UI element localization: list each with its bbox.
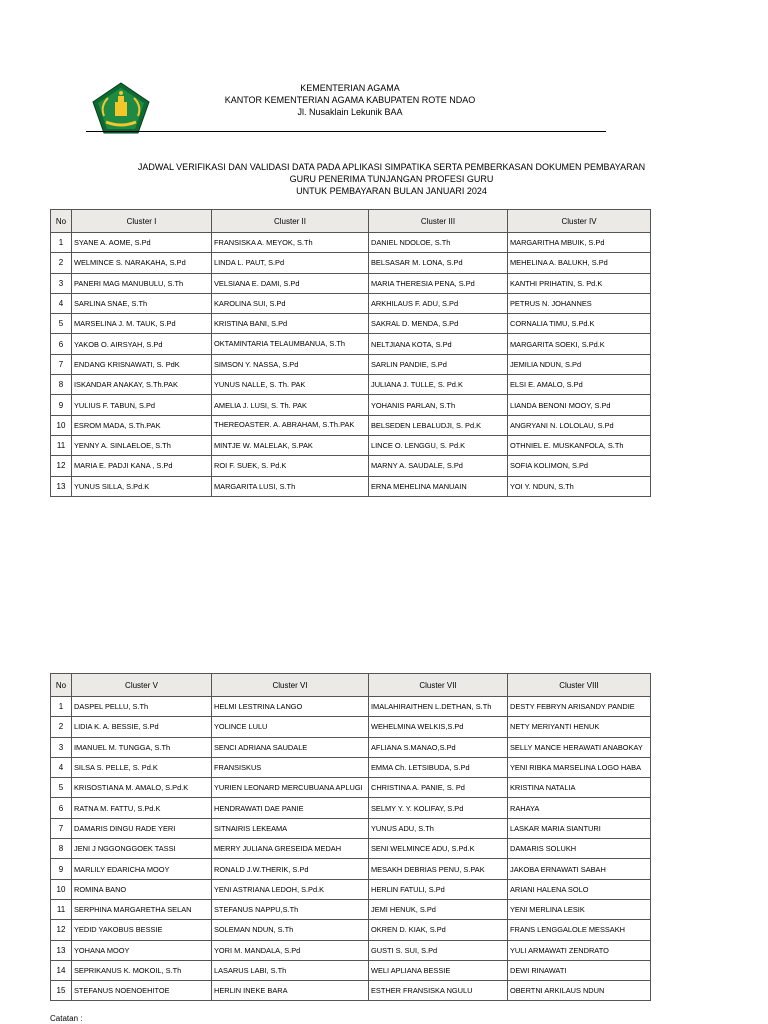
teacher-name-cell: JEMI HENUK, S.Pd	[369, 899, 508, 919]
table-row	[51, 859, 651, 879]
column-header: Cluster III	[369, 210, 508, 233]
row-number: 9	[51, 395, 72, 415]
teacher-name-cell: SOLEMAN NDUN, S.Th	[212, 920, 369, 940]
column-header: Cluster VII	[369, 674, 508, 697]
table-row	[51, 435, 651, 455]
table-row	[51, 920, 651, 940]
teacher-name-cell: MEHELINA A. BALUKH, S.Pd	[508, 253, 651, 273]
letterhead	[150, 82, 550, 118]
teacher-name-cell: MARIA E. PADJI KANA , S.Pd	[72, 456, 212, 476]
row-number: 5	[51, 314, 72, 334]
teacher-name-cell: MERRY JULIANA GRESEIDA MEDAH	[212, 839, 369, 859]
column-header: Cluster VI	[212, 674, 369, 697]
teacher-name-cell: HENDRAWATI DAE PANIE	[212, 798, 369, 818]
teacher-name-cell: ROMINA BANO	[72, 879, 212, 899]
teacher-name-cell: ELSI E. AMALO, S.Pd	[508, 375, 651, 395]
table-row	[51, 293, 651, 313]
row-number: 13	[51, 476, 72, 496]
teacher-name-cell: YENI MERLINA LESIK	[508, 899, 651, 919]
table-row	[51, 839, 651, 859]
schedule-table-cluster-5-8	[50, 673, 651, 1001]
teacher-name-cell: JEMILIA NDUN, S.Pd	[508, 354, 651, 374]
teacher-name-cell: MARLILY EDARICHA MOOY	[72, 859, 212, 879]
teacher-name-cell: YENNY A. SINLAELOE, S.Th	[72, 435, 212, 455]
teacher-name-cell: SITNAIRIS LEKEAMA	[212, 818, 369, 838]
teacher-name-cell: AMELIA J. LUSI, S. Th. PAK	[212, 395, 369, 415]
teacher-name-cell: YOLINCE LULU	[212, 717, 369, 737]
teacher-name-cell: KANTHI PRIHATIN, S. Pd.K	[508, 273, 651, 293]
teacher-name-cell: BELSASAR M. LONA, S.Pd	[369, 253, 508, 273]
row-number: 6	[51, 798, 72, 818]
title-line-2: GURU PENERIMA TUNJANGAN PROFESI GURU	[289, 174, 494, 184]
table-row	[51, 354, 651, 374]
row-number: 4	[51, 757, 72, 777]
teacher-name-cell: YENI ASTRIANA LEDOH, S.Pd.K	[212, 879, 369, 899]
teacher-name-cell: JAKOBA ERNAWATI SABAH	[508, 859, 651, 879]
row-number: 9	[51, 859, 72, 879]
teacher-name-cell: MARSELINA J. M. TAUK, S.Pd	[72, 314, 212, 334]
row-number: 8	[51, 839, 72, 859]
teacher-name-cell: CHRISTINA A. PANIE, S. Pd	[369, 778, 508, 798]
teacher-name-cell: ROI F. SUEK, S. Pd.K	[212, 456, 369, 476]
teacher-name-cell: DANIEL NDOLOE, S.Th	[369, 233, 508, 253]
row-number: 1	[51, 697, 72, 717]
column-header: Cluster V	[72, 674, 212, 697]
teacher-name-cell: LIDIA K. A. BESSIE, S.Pd	[72, 717, 212, 737]
teacher-name-cell: CORNALIA TIMU, S.Pd.K	[508, 314, 651, 334]
teacher-name-cell: ERNA MEHELINA MANUAIN	[369, 476, 508, 496]
table-row	[51, 717, 651, 737]
teacher-name-cell: YOI Y. NDUN, S.Th	[508, 476, 651, 496]
teacher-name-cell: DASPEL PELLU, S.Th	[72, 697, 212, 717]
table-row	[51, 798, 651, 818]
teacher-name-cell: SILSA S. PELLE, S. Pd.K	[72, 757, 212, 777]
notes-label: Catatan :	[50, 1014, 83, 1023]
row-number: 11	[51, 435, 72, 455]
teacher-name-cell: HERLIN FATULI, S.Pd	[369, 879, 508, 899]
teacher-name-cell: YULI ARMAWATI ZENDRATO	[508, 940, 651, 960]
teacher-name-cell: MESAKH DEBRIAS PENU, S.PAK	[369, 859, 508, 879]
document-title	[40, 161, 743, 197]
teacher-name-cell: ARIANI HALENA SOLO	[508, 879, 651, 899]
teacher-name-cell: RAHAYA	[508, 798, 651, 818]
row-number: 1	[51, 233, 72, 253]
table-row	[51, 314, 651, 334]
teacher-name-cell: KRISOSTIANA M. AMALO, S.Pd.K	[72, 778, 212, 798]
teacher-name-cell: BELSEDEN LEBALUDJI, S. Pd.K	[369, 415, 508, 435]
teacher-name-cell: LASARUS LABI, S.Th	[212, 960, 369, 980]
table-row	[51, 818, 651, 838]
teacher-name-cell: KRISTINA BANI, S.Pd	[212, 314, 369, 334]
teacher-name-cell: WEHELMINA WELKIS,S.Pd	[369, 717, 508, 737]
teacher-name-cell: YAKOB O. AIRSYAH, S.Pd	[72, 334, 212, 354]
teacher-name-cell: LINDA L. PAUT, S.Pd	[212, 253, 369, 273]
teacher-name-cell: YOHANIS PARLAN, S.Th	[369, 395, 508, 415]
table-row	[51, 456, 651, 476]
teacher-name-cell: SYANE A. AOME, S.Pd	[72, 233, 212, 253]
row-number: 8	[51, 375, 72, 395]
teacher-name-cell: SOFIA KOLIMON, S.Pd	[508, 456, 651, 476]
teacher-name-cell: FRANSISKUS	[212, 757, 369, 777]
table-row	[51, 737, 651, 757]
row-number: 2	[51, 253, 72, 273]
teacher-name-cell: RONALD J.W.THERIK, S.Pd	[212, 859, 369, 879]
teacher-name-cell: NETY MERIYANTI HENUK	[508, 717, 651, 737]
row-number: 3	[51, 737, 72, 757]
teacher-name-cell: DESTY FEBRYN ARISANDY PANDIE	[508, 697, 651, 717]
teacher-name-cell: MARGARITA SOEKI, S.Pd.K	[508, 334, 651, 354]
teacher-name-cell: SENI WELMINCE ADU, S.Pd.K	[369, 839, 508, 859]
teacher-name-cell: JULIANA J. TULLE, S. Pd.K	[369, 375, 508, 395]
teacher-name-cell: RATNA M. FATTU, S.Pd.K	[72, 798, 212, 818]
column-header: Cluster IV	[508, 210, 651, 233]
teacher-name-cell: YURIEN LEONARD MERCUBUANA APLUGI	[212, 778, 369, 798]
teacher-name-cell: PETRUS N. JOHANNES	[508, 293, 651, 313]
teacher-name-cell: LIANDA BENONI MOOY, S.Pd	[508, 395, 651, 415]
row-number: 7	[51, 818, 72, 838]
teacher-name-cell: YENI RIBKA MARSELINA LOGO HABA	[508, 757, 651, 777]
teacher-name-cell: YOHANA MOOY	[72, 940, 212, 960]
row-number: 12	[51, 920, 72, 940]
row-number: 10	[51, 415, 72, 435]
row-number: 4	[51, 293, 72, 313]
teacher-name-cell: ISKANDAR ANAKAY, S.Th.PAK	[72, 375, 212, 395]
row-number: 11	[51, 899, 72, 919]
table-row	[51, 899, 651, 919]
column-header: Cluster II	[212, 210, 369, 233]
teacher-name-cell: YUNUS ADU, S.Th	[369, 818, 508, 838]
row-number: 12	[51, 456, 72, 476]
teacher-name-cell: MARNY A. SAUDALE, S.Pd	[369, 456, 508, 476]
title-line-1: JADWAL VERIFIKASI DAN VALIDASI DATA PADA APLIKASI SIMPATIKA SERTA PEMBERKASAN DOKUMEN PEMBAYARAN	[137, 162, 646, 172]
table-row	[51, 757, 651, 777]
teacher-name-cell: YEDID YAKOBUS BESSIE	[72, 920, 212, 940]
row-number: 15	[51, 981, 72, 1001]
teacher-name-cell: DAMARIS DINGU RADE YERI	[72, 818, 212, 838]
teacher-name-cell: SELMY Y. Y. KOLIFAY, S.Pd	[369, 798, 508, 818]
teacher-name-cell: STEFANUS NAPPU,S.Th	[212, 899, 369, 919]
column-header: Cluster VIII	[508, 674, 651, 697]
row-number: 10	[51, 879, 72, 899]
column-header: No	[51, 674, 72, 697]
teacher-name-cell: IMANUEL M. TUNGGA, S.Th	[72, 737, 212, 757]
table-row	[51, 981, 651, 1001]
teacher-name-cell: KRISTINA NATALIA	[508, 778, 651, 798]
teacher-name-cell: STEFANUS NOENOEHITOE	[72, 981, 212, 1001]
teacher-name-cell: LINCE O. LENGGU, S. Pd.K	[369, 435, 508, 455]
teacher-name-cell: SELLY MANCE HERAWATI ANABOKAY	[508, 737, 651, 757]
table-row	[51, 778, 651, 798]
teacher-name-cell: AFLIANA S.MANAO,S.Pd	[369, 737, 508, 757]
teacher-name-cell: YULIUS F. TABUN, S.Pd	[72, 395, 212, 415]
teacher-name-cell: OTHNIEL E. MUSKANFOLA, S.Th	[508, 435, 651, 455]
column-header: Cluster I	[72, 210, 212, 233]
row-number: 13	[51, 940, 72, 960]
row-number: 6	[51, 334, 72, 354]
teacher-name-cell: YORI M. MANDALA, S.Pd	[212, 940, 369, 960]
table-row	[51, 273, 651, 293]
teacher-name-cell: MINTJE W. MALELAK, S.PAK	[212, 435, 369, 455]
teacher-name-cell: SARLINA SNAE, S.Th	[72, 293, 212, 313]
teacher-name-cell: FRANSISKA A. MEYOK, S.Th	[212, 233, 369, 253]
row-number: 3	[51, 273, 72, 293]
teacher-name-cell: NELTJIANA KOTA, S.Pd	[369, 334, 508, 354]
row-number: 14	[51, 960, 72, 980]
ministry-emblem-icon	[92, 82, 150, 134]
row-number: 7	[51, 354, 72, 374]
teacher-name-cell: SAKRAL D. MENDA, S.Pd	[369, 314, 508, 334]
teacher-name-cell: ANGRYANI N. LOLOLAU, S.Pd	[508, 415, 651, 435]
table-row	[51, 960, 651, 980]
teacher-name-cell: MARGARITHA MBUIK, S.Pd	[508, 233, 651, 253]
table-row	[51, 415, 651, 435]
row-number: 2	[51, 717, 72, 737]
teacher-name-cell: ESTHER FRANSISKA NGULU	[369, 981, 508, 1001]
teacher-name-cell: VELSIANA E. DAMI, S.Pd	[212, 273, 369, 293]
teacher-name-cell: YUNUS SILLA, S.Pd.K	[72, 476, 212, 496]
table-row	[51, 940, 651, 960]
teacher-name-cell: EMMA Ch. LETSIBUDA, S.Pd	[369, 757, 508, 777]
letterhead-divider	[86, 131, 606, 132]
teacher-name-cell: IMALAHIRAITHEN L.DETHAN, S.Th	[369, 697, 508, 717]
teacher-name-cell: LASKAR MARIA SIANTURI	[508, 818, 651, 838]
teacher-name-cell: OKREN D. KIAK, S.Pd	[369, 920, 508, 940]
teacher-name-cell: WELI APLIANA BESSIE	[369, 960, 508, 980]
row-number: 5	[51, 778, 72, 798]
teacher-name-cell: WELMINCE S. NARAKAHA, S.Pd	[72, 253, 212, 273]
table-row	[51, 879, 651, 899]
table-header-row	[51, 674, 651, 697]
teacher-name-cell: YUNUS NALLE, S. Th. PAK	[212, 375, 369, 395]
teacher-name-cell: ESROM MADA, S.Th.PAK	[72, 415, 212, 435]
teacher-name-cell: KAROLINA SUI, S.Pd	[212, 293, 369, 313]
teacher-name-cell: SIMSON Y. NASSA, S.Pd	[212, 354, 369, 374]
column-header: No	[51, 210, 72, 233]
teacher-name-cell: THEREOASTER. A. ABRAHAM, S.Th.PAK	[212, 415, 369, 435]
teacher-name-cell: FRANS LENGGALOLE MESSAKH	[508, 920, 651, 940]
teacher-name-cell: ARKHILAUS F. ADU, S.Pd	[369, 293, 508, 313]
table-row	[51, 375, 651, 395]
table-header-row	[51, 210, 651, 233]
teacher-name-cell: PANERI MAG MANUBULU, S.Th	[72, 273, 212, 293]
teacher-name-cell: SARLIN PANDIE, S.Pd	[369, 354, 508, 374]
teacher-name-cell: SEPRIKANUS K. MOKOIL, S.Th	[72, 960, 212, 980]
table-row	[51, 697, 651, 717]
teacher-name-cell: SERPHINA MARGARETHA SELAN	[72, 899, 212, 919]
teacher-name-cell: MARIA THERESIA PENA, S.Pd	[369, 273, 508, 293]
teacher-name-cell: SENCI ADRIANA SAUDALE	[212, 737, 369, 757]
schedule-table-cluster-1-4	[50, 209, 651, 497]
table-row	[51, 334, 651, 354]
office-name: KANTOR KEMENTERIAN AGAMA KABUPATEN ROTE NDAO	[224, 95, 476, 105]
teacher-name-cell: HELMI LESTRINA LANGO	[212, 697, 369, 717]
ministry-name: KEMENTERIAN AGAMA	[300, 83, 400, 93]
teacher-name-cell: OBERTNI ARKILAUS NDUN	[508, 981, 651, 1001]
teacher-name-cell: JENI J NGGONGGOEK TASSI	[72, 839, 212, 859]
table-row	[51, 395, 651, 415]
table-row	[51, 476, 651, 496]
teacher-name-cell: DAMARIS SOLUKH	[508, 839, 651, 859]
teacher-name-cell: OKTAMINTARIA TELAUMBANUA, S.Th	[212, 334, 369, 354]
teacher-name-cell: HERLIN INEKE BARA	[212, 981, 369, 1001]
office-address: Jl. Nusaklain Lekunik BAA	[297, 107, 403, 117]
teacher-name-cell: DEWI RINAWATI	[508, 960, 651, 980]
table-row	[51, 233, 651, 253]
teacher-name-cell: GUSTI S. SUI, S.Pd	[369, 940, 508, 960]
table-row	[51, 253, 651, 273]
teacher-name-cell: MARGARITA LUSI, S.Th	[212, 476, 369, 496]
title-line-3: UNTUK PEMBAYARAN BULAN JANUARI 2024	[296, 186, 487, 196]
teacher-name-cell: ENDANG KRISNAWATI, S. PdK	[72, 354, 212, 374]
